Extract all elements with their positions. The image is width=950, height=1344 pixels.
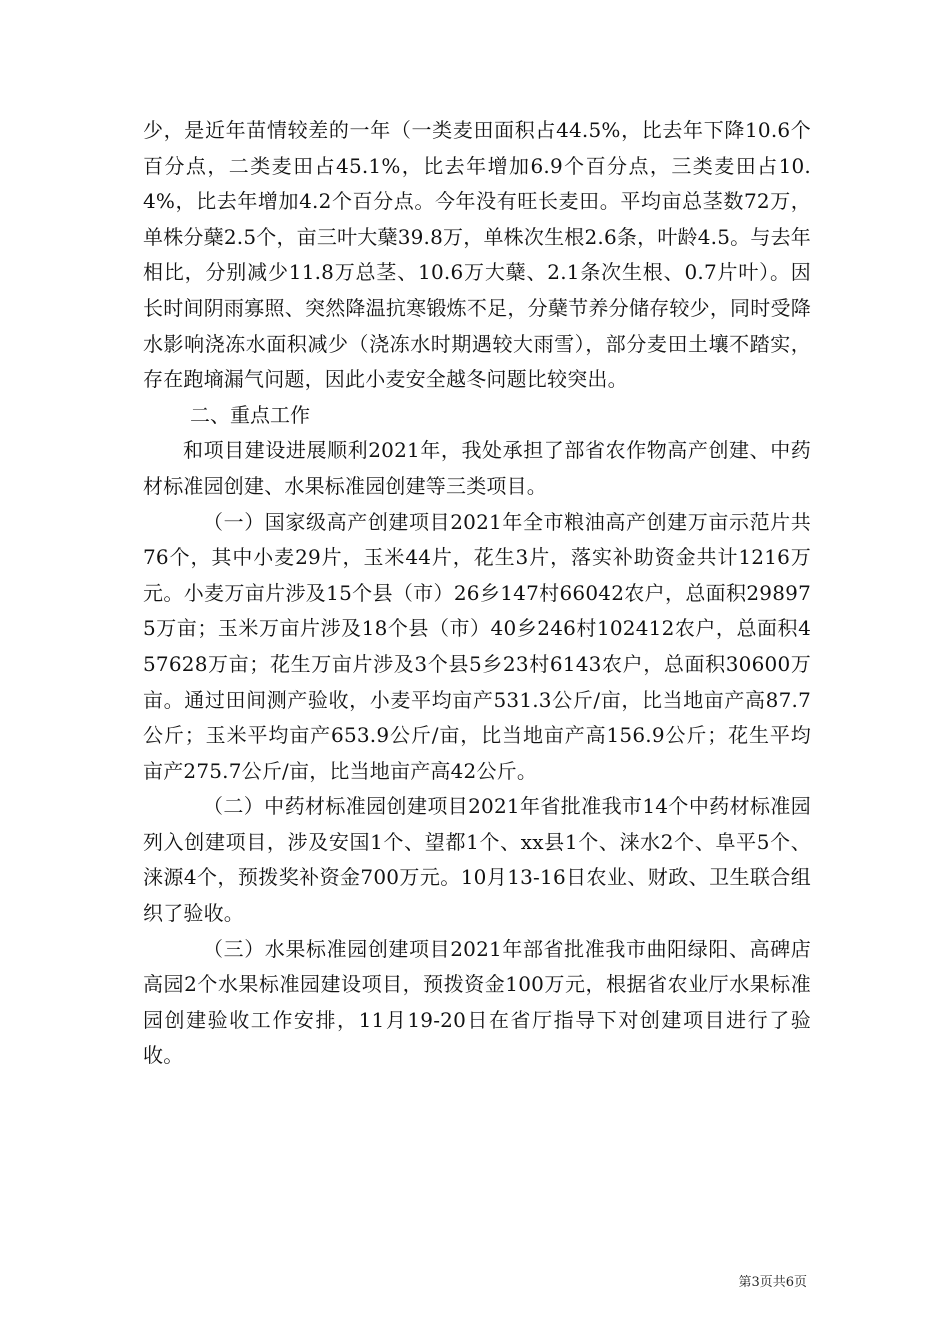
paragraph-project-overview: 和项目建设进展顺利2021年，我处承担了部省农作物高产创建、中药材标准园创建、水果标准园创建等三类项目。 xyxy=(143,438,811,498)
paragraph-fruit-standard-garden: （三）水果标准园创建项目2021年部省批准我市曲阳绿阳、高碑店高园2个水果标准园建设项目，预拨资金100万元，根据省农业厅水果标准园创建验收工作安排，11月19-20日在省厅指导下对创建项目进行了验收。 xyxy=(143,936,811,1068)
document-body xyxy=(143,113,811,1074)
page-number-footer: 第3页共6页 xyxy=(738,1275,807,1290)
paragraph-wheat-condition: 少，是近年苗情较差的一年（一类麦田面积占44.5%，比去年下降10.6个百分点，二类麦田占45.1%，比去年增加6.9个百分点，三类麦田占10.4%，比去年增加4.2个百分点。今年没有旺长麦田。平均亩总茎数72万，单株分蘖2.5个，亩三叶大蘖39.8万，单株次生根2.6条，叶龄4.5。与去年相比，分别减少11.8万总茎、10.6万大蘖、2.1条次生根、0.7片叶）。因长时间阴雨寡照、突然降温抗寒锻炼不足，分蘖节养分储存较少，同时受降水影响浇冻水面积减少（浇冻水时期遇较大雨雪），部分麦田土壤不踏实，存在跑墒漏气问题，因此小麦安全越冬问题比较突出。 xyxy=(143,118,811,392)
section-heading-key-work: 二、重点工作 xyxy=(190,402,310,427)
paragraph-high-yield-project: （一）国家级高产创建项目2021年全市粮油高产创建万亩示范片共76个，其中小麦29片，玉米44片，花生3片，落实补助资金共计1216万元。小麦万亩片涉及15个县（市）26乡147村66042农户，总面积298975万亩；玉米万亩片涉及18个县（市）40乡246村102412农户，总面积457628万亩；花生万亩片涉及3个县5乡23村6143农户，总面积30600万亩。通过田间测产验收，小麦平均亩产531.3公斤/亩，比当地亩产高87.7公斤；玉米平均亩产653.9公斤/亩，比当地亩产高156.9公斤；花生平均亩产275.7公斤/亩，比当地亩产高42公斤。 xyxy=(143,509,811,783)
paragraph-herbal-standard-garden: （二）中药材标准园创建项目2021年省批准我市14个中药材标准园列入创建项目，涉及安国1个、望都1个、xx县1个、涞水2个、阜平5个、涞源4个，预拨奖补资金700万元。10月13-16日农业、财政、卫生联合组织了验收。 xyxy=(143,794,811,926)
